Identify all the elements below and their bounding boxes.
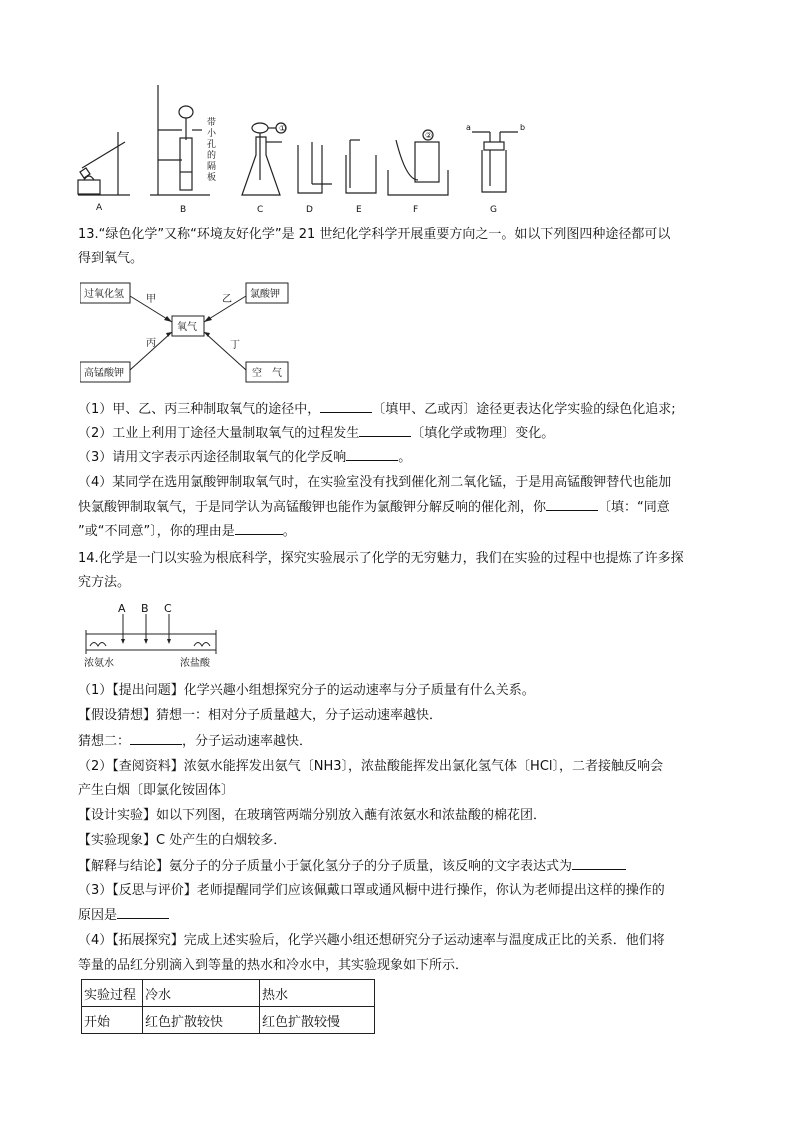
glass-tube-diagram xyxy=(80,600,230,672)
q14-line9: （3）【反思与评价】老师提醒同学们应该佩戴口罩或通风橱中进行操作，你认为老师提出这样的操作的 xyxy=(78,883,665,898)
label-d: D xyxy=(306,205,313,215)
apparatus-d xyxy=(298,142,332,193)
q14-line3: 猜想二： ，分子运动速率越快． xyxy=(78,730,728,753)
arrow-label-jia: 甲 xyxy=(146,294,156,305)
b-annotation: 带小孔的隔板 xyxy=(207,118,217,183)
apparatus-g xyxy=(472,132,518,192)
apparatus-e xyxy=(346,140,376,193)
table-cell: 红色扩散较快 xyxy=(143,1007,260,1034)
box-air: 空 气 xyxy=(252,368,282,379)
answer-blank[interactable] xyxy=(546,496,598,511)
q13-stem-line2: 得到氧气。 xyxy=(78,251,144,266)
box-hydrogen-peroxide: 过氧化氢 xyxy=(84,289,124,300)
q14-line6: 【设计实验】如以下列图，在玻璃管两端分别放入蘸有浓氨水和浓盐酸的棉花团． xyxy=(78,808,547,823)
answer-blank[interactable] xyxy=(235,520,283,535)
label-g: G xyxy=(490,205,497,215)
q13-part4-line3: ”或“不同意”〕，你的理由是 。 xyxy=(78,520,728,543)
q13-part3: （3）请用文字表示丙途径制取氧气的化学反响 。 xyxy=(78,446,728,469)
label-c: C xyxy=(257,205,264,215)
table-header-cell: 实验过程 xyxy=(82,980,143,1007)
q14-line5: 产生白烟〔即氯化铵固体〕 xyxy=(78,783,235,798)
tube-label-ammonia: 浓氨水 xyxy=(84,658,114,669)
table-header-cell: 热水 xyxy=(260,980,375,1007)
q13-part4-line2: 快氯酸钾制取氧气，于是同学认为高锰酸钾也能作为氯酸钾分解反响的催化剂，你 〔填：“同意 xyxy=(78,496,728,519)
mark-1: ① xyxy=(279,124,287,133)
q14-line12: 等量的品红分别滴入到等量的热水和冷水中，其实验现象如下所示． xyxy=(78,958,469,973)
answer-blank[interactable] xyxy=(130,730,182,745)
tube-label-hydrochloric: 浓盐酸 xyxy=(180,658,210,669)
q14-line7: 【实验现象】C 处产生的白烟较多． xyxy=(78,833,287,848)
oxygen-pathway-diagram xyxy=(80,282,300,388)
q14-line11: （4）【拓展探究】完成上述实验后，化学兴趣小组还想研究分子运动速率与温度成正比的关系．他们将 xyxy=(78,933,665,948)
answer-blank[interactable] xyxy=(346,446,398,461)
q13-part4-line1: （4）某同学在选用氯酸钾制取氧气时，在实验室没有找到催化剂二氧化锰，于是用高锰酸钾替代也能加 xyxy=(78,475,672,490)
q14-line8: 【解释与结论】氨分子的分子质量小于氯化氢分子的分子质量，该反响的文字表达式为 xyxy=(78,855,728,878)
label-e: E xyxy=(356,205,362,215)
q13-stem-line1: 13.“绿色化学”又称“环境友好化学”是 21 世纪化学科学开展重要方向之一。如以下列图四种途径都可以 xyxy=(78,227,671,242)
g-label-b: b xyxy=(520,123,526,132)
label-b: B xyxy=(180,205,187,215)
tube-label-b: B xyxy=(141,602,149,615)
mark-2: ② xyxy=(425,131,433,140)
q14-line10: 原因是 xyxy=(78,904,728,927)
apparatus-b xyxy=(150,85,210,195)
apparatus-figure xyxy=(70,80,530,220)
experiment-table xyxy=(81,979,375,1034)
q14-line4: （2）【查阅资料】浓氨水能挥发出氨气〔NH3〕，浓盐酸能挥发出氯化氢气体〔HCl〕，二者接触反响会 xyxy=(78,759,664,774)
answer-blank[interactable] xyxy=(320,398,372,413)
apparatus-a xyxy=(78,132,130,195)
arrow-label-yi: 乙 xyxy=(222,294,232,305)
label-f: F xyxy=(413,205,419,215)
tube-label-a: A xyxy=(118,602,126,615)
q13-part2: （2）工业上利用丁途径大量制取氧气的过程发生 〔填化学或物理〕变化。 xyxy=(78,422,728,445)
box-potassium-permanganate: 高锰酸钾 xyxy=(84,368,124,379)
arrow-label-ding: 丁 xyxy=(230,340,240,351)
table-row xyxy=(82,1007,375,1034)
q13-part1: （1）甲、乙、丙三种制取氧气的途径中， 〔填甲、乙或丙〕途径更表达化学实验的绿色化追求; xyxy=(78,398,728,421)
table-cell: 红色扩散较慢 xyxy=(260,1007,375,1034)
q14-stem-line1: 14.化学是一门以实验为根底科学，探究实验展示了化学的无穷魅力，我们在实验的过程中也提炼了许多探 xyxy=(78,551,684,566)
table-cell: 开始 xyxy=(82,1007,143,1034)
answer-blank[interactable] xyxy=(359,422,411,437)
g-label-a: a xyxy=(466,123,471,132)
box-oxygen: 氧气 xyxy=(177,322,197,333)
table-row xyxy=(82,980,375,1007)
answer-blank[interactable] xyxy=(117,904,169,919)
label-a: A xyxy=(96,203,103,213)
q14-line2: 【假设猜想】猜想一：相对分子质量越大，分子运动速率越快． xyxy=(78,708,443,723)
box-potassium-chlorate: 氯酸钾 xyxy=(250,289,280,300)
q14-line1: （1）【提出问题】化学兴趣小组想探究分子的运动速率与分子质量有什么关系。 xyxy=(78,683,535,698)
tube-label-c: C xyxy=(164,602,172,615)
arrow-label-bing: 丙 xyxy=(146,338,156,349)
apparatus-c xyxy=(242,123,286,195)
apparatus-f xyxy=(388,130,448,195)
table-header-cell: 冷水 xyxy=(143,980,260,1007)
q14-stem-line2: 究方法。 xyxy=(78,575,131,590)
answer-blank[interactable] xyxy=(572,855,626,870)
